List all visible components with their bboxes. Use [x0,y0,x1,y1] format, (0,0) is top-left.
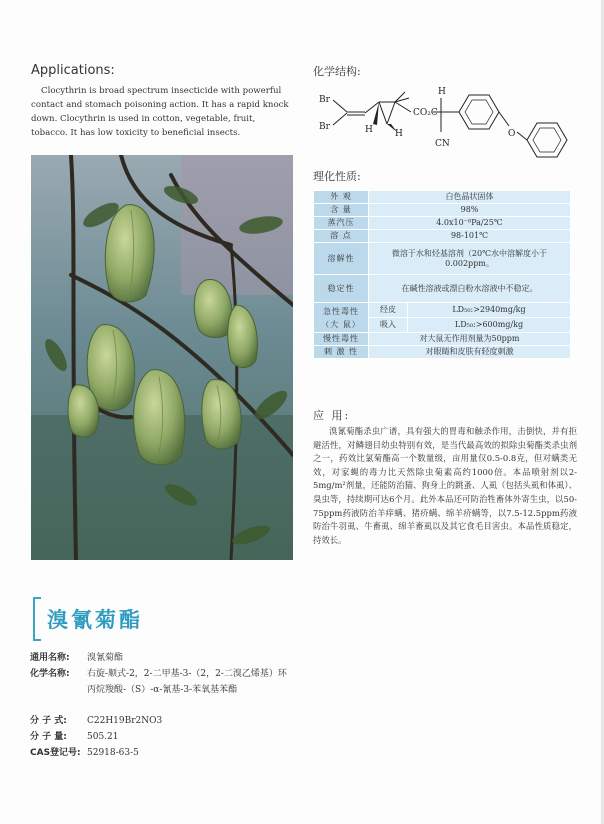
structure-heading: 化学结构: [313,65,361,78]
property-row [314,333,571,346]
struct-benzene-ring-2-inner [533,128,561,152]
chem-name-value: 右旋-顺式-2，2-二甲基-3-（2，2-二溴乙烯基）环丙烷羧酸-（S）-α-氰基-3-苯氧基苯酯 [87,669,287,695]
property-label: 蒸汽压 [314,217,369,230]
property-value: 白色晶状固体 [369,191,571,204]
property-row [314,243,571,275]
struct-ether-bond [517,132,527,140]
property-value: 微溶于水和烃基溶剂（20℃水中溶解度小于0.002ppm。 [369,243,571,275]
struct-label-h3: H [438,87,446,97]
struct-label-ester: CO₂C [413,108,438,118]
mw-value: 505.21 [87,732,119,742]
property-row [314,230,571,243]
property-label: 溶 点 [314,230,369,243]
property-label: 外 观 [314,191,369,204]
common-name-label: 通用名称: [30,653,70,663]
formula-row [30,713,163,726]
title-bracket [33,597,41,641]
struct-label-h2: H [395,129,403,139]
struct-label-h1: H [365,125,373,135]
property-value: 98% [369,204,571,217]
property-row [314,346,571,359]
toxicity-label: 急性毒性（大 鼠） [314,303,369,333]
property-row [314,275,571,303]
chem-name-label: 化学名称: [30,669,70,679]
property-value: 在碱性溶液或漂白粉水溶液中不稳定。 [369,275,571,303]
property-value: 4.0x10⁻⁸Pa/25℃ [369,217,571,230]
chemical-structure-svg [313,80,595,160]
property-label: 慢性毒性 [314,333,369,346]
property-row [314,204,571,217]
cas-value: 52918-63-5 [87,748,139,758]
usage-heading: 应 用: [313,409,351,422]
property-row [314,217,571,230]
property-label: 刺 激 性 [314,346,369,359]
mw-label: 分 子 量: [30,732,67,742]
toxicity-oral-value: LD₅₀:>2940mg/kg [408,303,571,318]
mw-row [30,729,119,742]
properties-table [313,190,571,359]
property-label: 溶解性 [314,243,369,275]
struct-label-br2: Br [319,122,330,132]
struct-label-cn: CN [435,139,450,149]
product-title: 溴氰菊酯 [47,607,143,632]
star-fruit-illustration [31,155,293,560]
usage-text: 溴氰菊酯杀虫广谱，具有强大的胃毒和触杀作用，击倒快，并有拒避活性，对鳞翅目幼虫特别有效，是当代最高效的拟除虫菊酯类杀虫剂之一，药效比氯菊酯高一个数量级，亩用量仅0.5-0.8克，但对螨类无效，对家蝇的毒力比天然除虫菊素高约1000倍。本品喷射剂以2-5mg/m²剂量，还能防治猫、狗身上的跳蚤、人虱（包括头虱和体虱）、臭虫等，持续期可达6个月。此外本品还可防治牲畜体外寄生虫，以50-75ppm药液防治羊痒螨、猪疥螨、绵羊疥螨等，以7.5-12.5ppm药液防治牛羽虱、牛畜虱、绵羊畜虱以及其它食毛目害虫。本品性质稳定，持效长。 [313,426,577,545]
common-name-value: 溴氰菊酯 [87,653,124,663]
property-value: 对眼睛和皮肤有轻度刺激 [369,346,571,359]
formula-value: C22H19Br2NO3 [87,716,163,726]
property-value: 对大鼠无作用剂量为50ppm [369,333,571,346]
toxicity-inhal-value: LD₅₀:>600mg/kg [408,318,571,333]
toxicity-oral-label: 经皮 [369,303,408,318]
struct-benzene-ring-1-inner [465,100,493,124]
chemical-structure [313,80,595,160]
property-label: 稳定性 [314,275,369,303]
applications-heading: Applications: [31,63,115,78]
formula-label: 分 子 式: [30,716,67,726]
struct-ether-bond [499,112,509,126]
applications-text: Clocythrin is broad spectrum insecticide with powerful contact and stomach poisoning action. It has a rapid knock down. Clocythrin is used in cotton, vegetable, fruit, tobacco. It has low toxicity to beneficial insects. [31,86,289,138]
toxicity-row [314,303,571,318]
struct-label-o: O [508,129,516,139]
struct-label-br1: Br [319,95,330,105]
star-fruit-photo [31,155,293,560]
property-label: 含 量 [314,204,369,217]
property-row [314,191,571,204]
property-value: 98-101℃ [369,230,571,243]
cas-row [30,745,139,758]
cas-label: CAS登记号: [30,748,81,758]
common-name-row [30,650,124,663]
toxicity-inhal-label: 吸入 [369,318,408,333]
properties-heading: 理化性质: [313,170,361,183]
chem-name-row [30,666,287,695]
